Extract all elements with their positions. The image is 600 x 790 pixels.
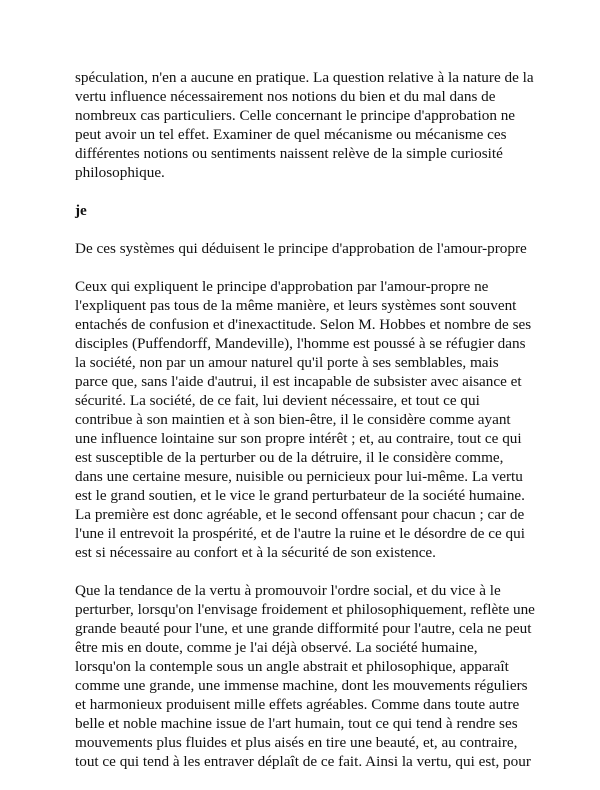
section-title: De ces systèmes qui déduisent le principe d'approbation de l'amour-propre — [75, 240, 527, 257]
body-paragraph: Ceux qui expliquent le principe d'approbation par l'amour-propre ne l'expliquent pas tous de la même manière, et leurs systèmes sont souvent entachés de confusion et d'inexactitude. Selon M. Hobbes et nombre de ses disciples (Puffendorff, Mandeville), l'homme est poussé à se réfugier dans la société, non par un amour naturel qu'il porte à ses semblables, mais parce que, sans l'aide d'autrui, il est incapable de subsister avec aisance et sécurité. La société, de ce fait, lui devient nécessaire, et tout ce qui contribue à son maintien et à son bien-être, il le considère comme ayant une influence lointaine sur son propre intérêt ; et, au contraire, tout ce qui est susceptible de la perturber ou de la détruire, il le considère comme, dans une certaine mesure, nuisible ou pernicieux pour lui-même. La vertu est le grand soutien, et le vice le grand perturbateur de la société humaine. La première est donc agréable, et le second offensant pour chacun ; car de l'une il entrevoit la prospérité, et de l'autre la ruine et le désordre de ce qui est si nécessaire au confort et à la sécurité de son existence. — [75, 278, 532, 561]
document-page — [75, 68, 535, 790]
section-number: je — [75, 202, 87, 219]
body-paragraph: Que la tendance de la vertu à promouvoir l'ordre social, et du vice à le perturber, lorsqu'on l'envisage froidement et philosophiquement, reflète une grande beauté pour l'une, et une grande difformité pour l'autre, cela ne peut être mis en doute, comme je l'ai déjà observé. La société humaine, lorsqu'on la contemple sous un angle abstrait et philosophique, apparaît comme une grande, une immense machine, dont les mouvements réguliers et harmonieux produisent mille effets agréables. Comme dans toute autre belle et noble machine issue de l'art humain, tout ce qui tend à rendre ses mouvements plus fluides et plus aisés en tire une beauté, et, au contraire, tout ce qui tend à les entraver déplaît de ce fait. Ainsi la vertu, qui est, pour — [75, 582, 535, 770]
intro-paragraph: spéculation, n'en a aucune en pratique. La question relative à la nature de la vertu influence nécessairement nos notions du bien et du mal dans de nombreux cas particuliers. Celle concernant le principe d'approbation ne peut avoir un tel effet. Examiner de quel mécanisme ou mécanisme ces différentes notions ou sentiments naissent relève de la simple curiosité philosophique. — [75, 69, 534, 181]
